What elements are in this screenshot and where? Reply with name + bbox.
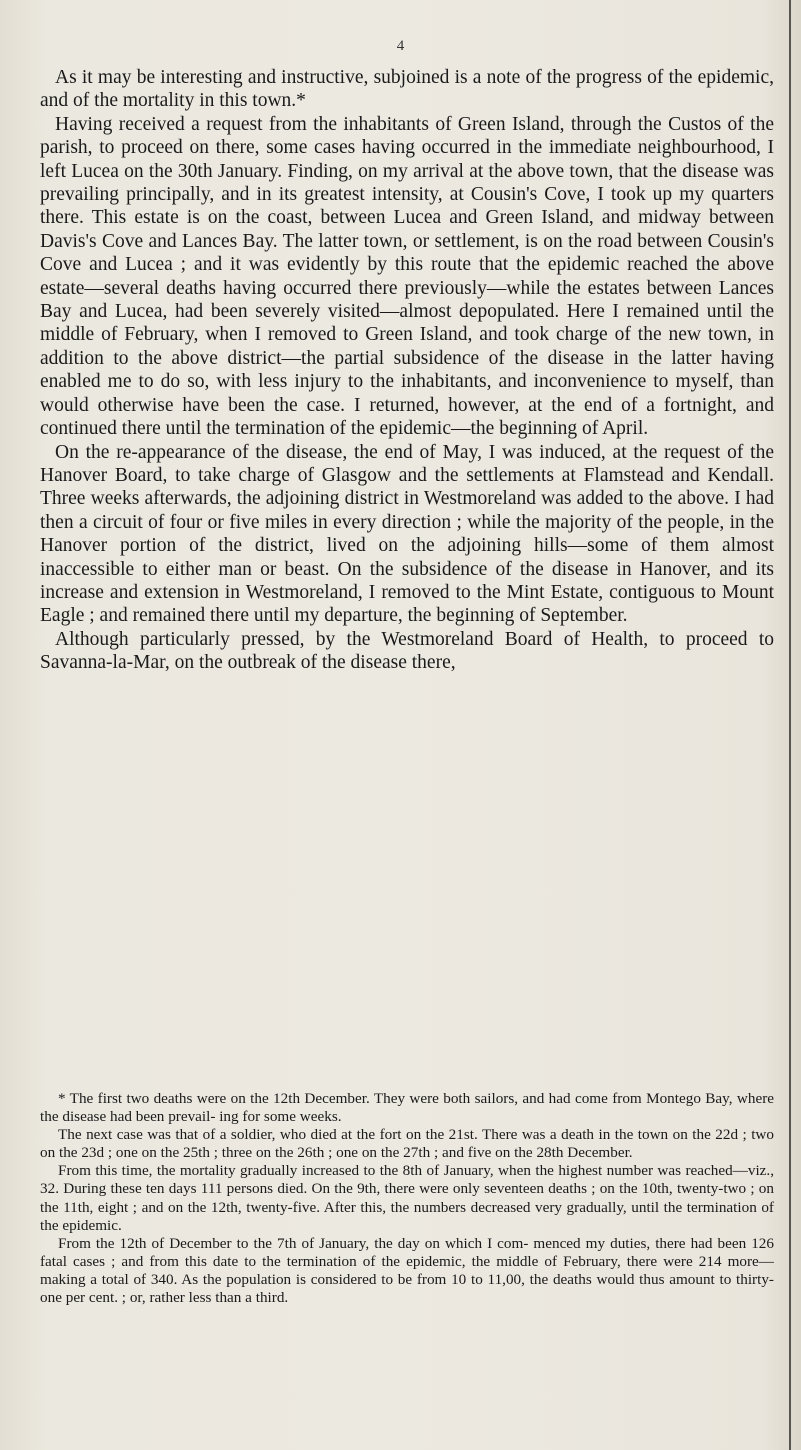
paragraph: As it may be interesting and instructive, subjoined is a note of the progress of the epidemic, and of the mortality in this town.* <box>40 67 774 112</box>
page-number: 4 <box>396 38 405 54</box>
footnote-paragraph: The next case was that of a soldier, who died at the fort on the 21st. There was a death in the town on the 22d ; two on the 23d ; one on the 25th ; three on the 26th ; one on the 27th ; and five on the 28th December. <box>40 1126 774 1162</box>
footnote-paragraph: * The first two deaths were on the 12th December. They were both sailors, and had come from Montego Bay, where the disease had been prevail- ing for some weeks. <box>40 1090 774 1126</box>
main-text <box>40 66 774 675</box>
footnote-paragraph: From this time, the mortality gradually increased to the 8th of January, when the highest number was reached—viz., 32. During these ten days 111 persons died. On the 9th, there were only seventeen deaths ; on the 10th, twenty-two ; on the 11th, eight ; and on the 12th, twenty-five. After this, the numbers decreased very gradually, until the termination of the epidemic. <box>40 1162 774 1234</box>
footnote-paragraph: From the 12th of December to the 7th of January, the day on which I com- menced my duties, there had been 126 fatal cases ; and from this date to the termination of the epidemic, the middle of February, there were 214 more— making a total of 340. As the population is considered to be from 10 to 11,00, the deaths would thus amount to thirty-one per cent. ; or, rather less than a third. <box>40 1234 774 1307</box>
paragraph: On the re-appearance of the disease, the end of May, I was induced, at the request of the Hanover Board, to take charge of Glasgow and the settlements at Flamstead and Kendall. Three weeks afterwards, the adjoining district in Westmoreland was added to the above. I had then a circuit of four or five miles in every direction ; while the majority of the people, in the Hanover portion of the district, lived on the adjoining hills—some of them almost inaccessible to either man or beast. On the subsidence of the disease in Hanover, and its increase and extension in Westmoreland, I removed to the Mint Estate, contiguous to Mount Eagle ; and remained there until my departure, the beginning of September. <box>40 441 774 627</box>
paragraph: Having received a request from the inhabitants of Green Island, through the Custos of the parish, to proceed on there, some cases having occurred in the immediate neighbourhood, I left Lucea on the 30th January. Finding, on my arrival at the above town, that the disease was prevailing principally, and in its greatest intensity, at Cousin's Cove, I took up my quarters there. This estate is on the coast, between Lucea and Green Island, and midway between Davis's Cove and Lances Bay. The latter town, or settlement, is on the road between Cousin's Cove and Lucea ; and it was evidently by this route that the epidemic reached the above estate—several deaths having occurred there previously—while the estates between Lances Bay and Lucea, had been severely visited—almost depopulated. Here I remained until the middle of February, when I removed to Green Island, and took charge of the new town, in addition to the above district—the partial subsidence of the disease in the latter having enabled me to do so, with less injury to the inhabitants, and inconvenience to myself, than would otherwise have been the case. I returned, however, at the end of a fortnight, and continued there until the termination of the epidemic—the beginning of April. <box>40 113 774 440</box>
page-edge-line <box>789 0 791 1450</box>
footnotes <box>40 1090 774 1307</box>
paragraph: Although particularly pressed, by the Westmoreland Board of Health, to proceed to Savanna-la-Mar, on the outbreak of the disease there, <box>40 628 774 674</box>
